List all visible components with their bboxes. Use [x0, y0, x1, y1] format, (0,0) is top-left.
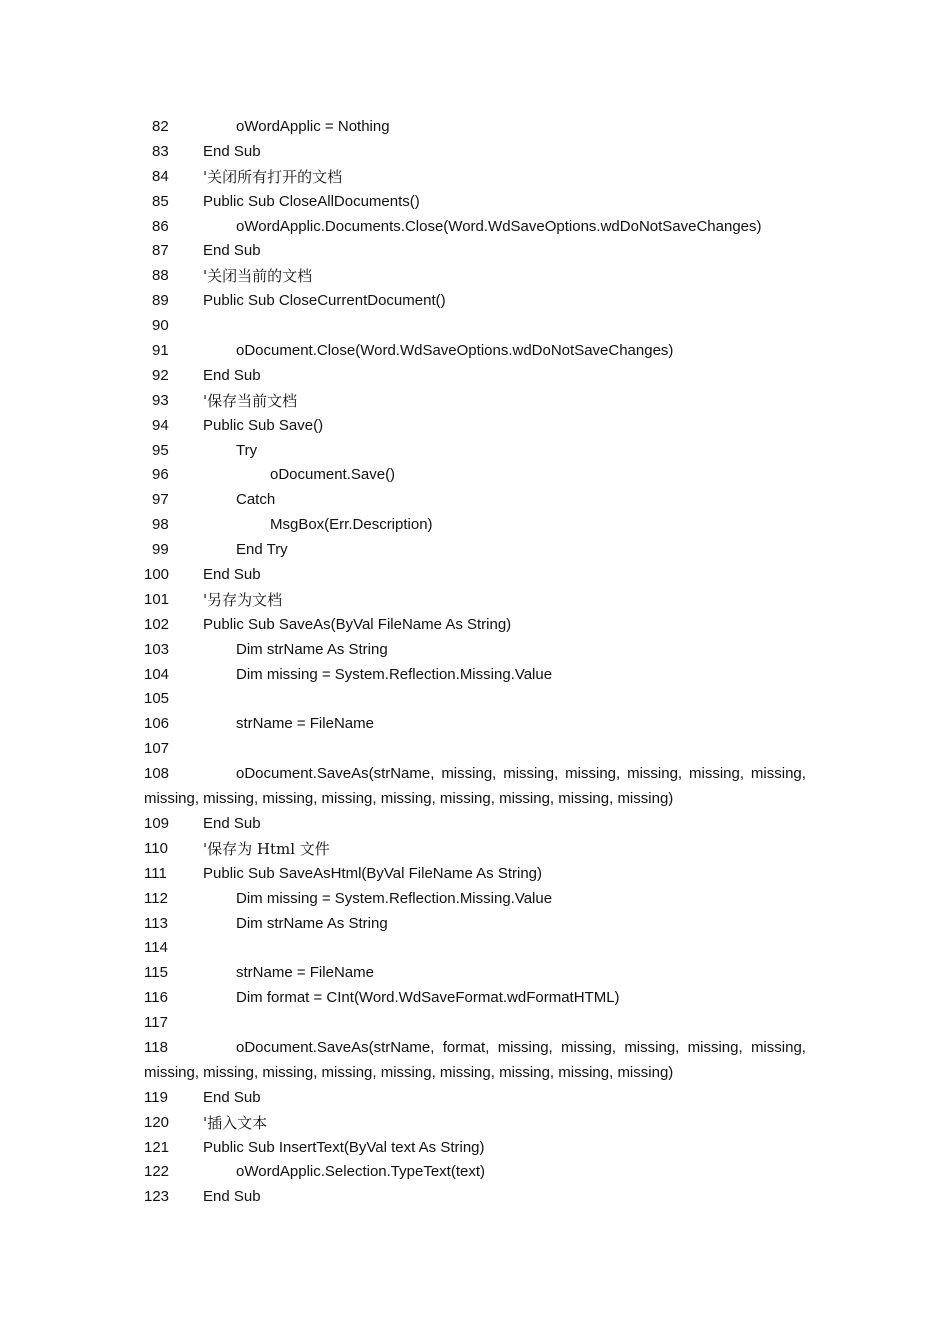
code-line — [144, 289, 806, 314]
code-line — [144, 588, 806, 613]
code-text: Public Sub Save() — [203, 416, 324, 434]
line-number: 122 — [144, 1163, 170, 1181]
code-text: oDocument.SaveAs(strName, format, missing, missing, missing, missing, missing, — [236, 1038, 806, 1056]
code-comment: '保存为 Html 文件 — [203, 839, 330, 858]
code-line — [144, 687, 806, 712]
code-text: strName = FileName — [236, 964, 374, 982]
code-line — [144, 488, 806, 513]
code-line — [144, 1086, 806, 1111]
code-line — [144, 414, 806, 439]
code-text: Dim missing = System.Reflection.Missing.Value — [236, 665, 553, 683]
line-number: 108 — [144, 765, 170, 783]
code-line — [144, 1111, 806, 1136]
line-number: 83 — [152, 142, 169, 160]
code-line — [144, 538, 806, 563]
line-number: 112 — [144, 889, 168, 907]
code-comment: '关闭当前的文档 — [203, 267, 313, 286]
code-line — [144, 314, 806, 339]
code-text: Catch — [236, 491, 276, 509]
line-number: 104 — [144, 665, 170, 683]
code-line — [144, 961, 806, 986]
code-line — [144, 1011, 806, 1036]
code-line — [144, 339, 806, 364]
code-line — [144, 638, 806, 663]
code-text: oWordApplic.Documents.Close(Word.WdSaveOptions.wdDoNotSaveChanges) — [236, 217, 762, 235]
line-number: 110 — [144, 839, 168, 857]
line-number: 121 — [144, 1138, 170, 1156]
code-line — [144, 165, 806, 190]
code-text: strName = FileName — [236, 715, 374, 733]
line-number: 116 — [144, 989, 168, 1007]
code-text: oWordApplic = Nothing — [236, 118, 390, 135]
line-number: 87 — [152, 242, 169, 260]
line-number: 105 — [144, 690, 170, 708]
line-number: 86 — [152, 217, 169, 235]
line-number: 118 — [144, 1038, 168, 1056]
code-line — [144, 1185, 806, 1210]
line-number: 123 — [144, 1188, 170, 1206]
line-number: 95 — [152, 441, 169, 459]
code-line — [144, 215, 806, 240]
code-text: End Sub — [203, 142, 261, 160]
line-number: 85 — [152, 192, 169, 210]
code-text: oDocument.Save() — [270, 466, 396, 484]
code-comment: '另存为文档 — [203, 590, 283, 609]
line-number: 89 — [152, 292, 169, 310]
line-number: 103 — [144, 640, 170, 658]
code-comment: '关闭所有打开的文档 — [203, 167, 343, 186]
code-line — [144, 762, 806, 787]
code-line — [144, 787, 806, 812]
code-line — [144, 1136, 806, 1161]
code-line — [144, 463, 806, 488]
code-line — [144, 1061, 806, 1086]
code-listing — [144, 115, 806, 1210]
code-line — [144, 812, 806, 837]
code-line — [144, 563, 806, 588]
code-line — [144, 986, 806, 1011]
line-number: 90 — [152, 317, 169, 335]
line-number: 99 — [152, 541, 169, 559]
code-text: End Sub — [203, 566, 261, 584]
line-number: 82 — [152, 118, 169, 135]
line-number: 84 — [152, 167, 169, 185]
line-number: 93 — [152, 391, 169, 409]
code-line — [144, 1160, 806, 1185]
line-number: 94 — [152, 416, 169, 434]
line-number: 109 — [144, 814, 170, 832]
line-number: 117 — [144, 1014, 168, 1032]
code-line — [144, 115, 806, 140]
code-text: Dim missing = System.Reflection.Missing.Value — [236, 889, 553, 907]
code-line — [144, 912, 806, 937]
code-text: End Sub — [203, 814, 261, 832]
code-line — [144, 837, 806, 862]
line-number: 120 — [144, 1113, 170, 1131]
line-number: 92 — [152, 366, 169, 384]
line-number: 106 — [144, 715, 170, 733]
code-text: Dim format = CInt(Word.WdSaveFormat.wdFormatHTML) — [236, 989, 620, 1007]
code-text: Public Sub CloseCurrentDocument() — [203, 292, 446, 310]
code-line — [144, 364, 806, 389]
line-number: 88 — [152, 267, 169, 285]
code-text: oDocument.Close(Word.WdSaveOptions.wdDoNotSaveChanges) — [236, 342, 674, 360]
code-line — [144, 936, 806, 961]
code-text: oDocument.SaveAs(strName, missing, missing, missing, missing, missing, missing, — [236, 765, 806, 783]
line-number: 98 — [152, 516, 169, 534]
line-number: 102 — [144, 615, 170, 633]
code-text: Try — [236, 441, 258, 459]
code-line — [144, 862, 806, 887]
code-line — [144, 389, 806, 414]
code-text: End Sub — [203, 242, 261, 260]
code-text: Public Sub InsertText(ByVal text As String) — [203, 1138, 485, 1156]
code-line — [144, 264, 806, 289]
code-text: End Try — [236, 541, 288, 559]
code-line — [144, 712, 806, 737]
code-text: missing, missing, missing, missing, missing, missing, missing, missing, missing) — [144, 1063, 674, 1081]
code-text: End Sub — [203, 366, 261, 384]
code-text: Dim strName As String — [236, 640, 388, 658]
code-line — [144, 239, 806, 264]
code-comment: '插入文本 — [203, 1113, 268, 1132]
code-line — [144, 439, 806, 464]
line-number: 91 — [152, 342, 169, 360]
line-number: 97 — [152, 491, 169, 509]
code-line — [144, 190, 806, 215]
line-number: 100 — [144, 566, 170, 584]
code-text: missing, missing, missing, missing, missing, missing, missing, missing, missing) — [144, 790, 674, 808]
code-line — [144, 1036, 806, 1061]
code-text: End Sub — [203, 1188, 261, 1206]
code-text: End Sub — [203, 1088, 261, 1106]
line-number: 119 — [144, 1088, 168, 1106]
line-number: 114 — [144, 939, 168, 957]
code-line — [144, 663, 806, 688]
code-text: oWordApplic.Selection.TypeText(text) — [236, 1163, 486, 1181]
line-number: 101 — [144, 590, 170, 608]
code-line — [144, 613, 806, 638]
code-line — [144, 887, 806, 912]
code-text: Public Sub SaveAs(ByVal FileName As String) — [203, 615, 512, 633]
code-text: Public Sub CloseAllDocuments() — [203, 192, 420, 210]
line-number: 115 — [144, 964, 168, 982]
code-text: Dim strName As String — [236, 914, 388, 932]
code-comment: '保存当前文档 — [203, 391, 298, 410]
code-line — [144, 140, 806, 165]
code-line — [144, 737, 806, 762]
line-number: 96 — [152, 466, 169, 484]
line-number: 113 — [144, 914, 168, 932]
line-number: 107 — [144, 740, 170, 758]
code-text: MsgBox(Err.Description) — [270, 516, 433, 534]
code-line — [144, 513, 806, 538]
line-number: 111 — [144, 864, 167, 882]
code-text: Public Sub SaveAsHtml(ByVal FileName As String) — [203, 864, 543, 882]
